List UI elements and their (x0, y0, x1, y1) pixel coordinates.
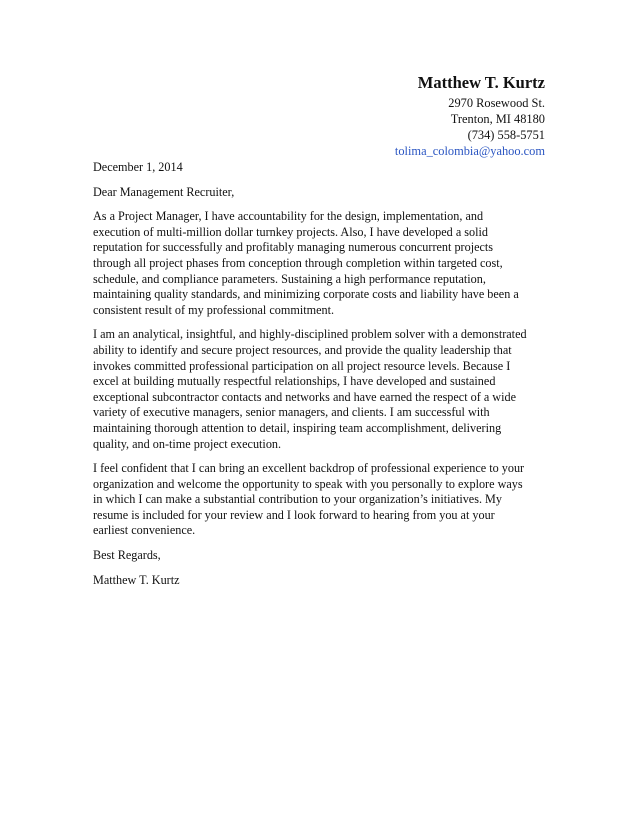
paragraph-1 (93, 209, 553, 318)
sender-city-state-zip: Trenton, MI 48180 (450, 112, 545, 126)
paragraph-line: excel at building mutually respectful relationships, I have developed and sustained (93, 374, 496, 389)
paragraph-line: schedule, and compliance parameters. Sustaining a high performance reputation, (93, 271, 486, 286)
letter-salutation: Dear Management Recruiter, (93, 184, 235, 199)
paragraph-line: reputation for successfully and profitably managing numerous concurrent projects (93, 240, 494, 255)
sender-street: 2970 Rosewood St. (448, 96, 545, 110)
paragraph-3 (93, 461, 553, 539)
paragraph-line: organization and welcome the opportunity to speak with you personally to explore ways (93, 476, 523, 491)
paragraph-line: earliest convenience. (93, 523, 196, 538)
paragraph-line: exceptional subcontractor contacts and networks and have earned the respect of a wide (93, 389, 516, 404)
paragraph-line: As a Project Manager, I have accountability for the design, implementation, and (93, 209, 484, 224)
paragraph-line: maintaining quality standards, and minimizing corporate costs and liability have been a (93, 287, 519, 302)
sender-email-link[interactable]: tolima_colombia@yahoo.com (394, 144, 545, 158)
sender-name: Matthew T. Kurtz (417, 73, 545, 92)
letter-body (93, 160, 553, 597)
paragraph-line: maintaining thorough attention to detail, inspiring team accomplishment, delivering (93, 420, 502, 435)
paragraph-line: execution of multi-million dollar turnkey projects. Also, I have developed a solid (93, 224, 488, 239)
paragraph-line: variety of executive managers, senior managers, and clients. I am successful with (93, 405, 490, 420)
paragraph-line: consistent result of my professional commitment. (93, 302, 335, 317)
paragraph-2 (93, 327, 553, 452)
paragraph-line: in which I can make a substantial contribution to your organization’s initiatives. My (93, 492, 502, 507)
paragraph-line: through all project phases from conception through completion within targeted cost, (93, 255, 503, 270)
paragraph-line: I feel confident that I can bring an excellent backdrop of professional experience to your (93, 461, 525, 476)
sender-phone: (734) 558-5751 (467, 128, 545, 142)
paragraph-line: invokes committed professional participation on all project resource levels. Because I (93, 358, 511, 373)
paragraph-line: I am an analytical, insightful, and highly-disciplined problem solver with a demonstrated (93, 327, 527, 342)
sender-header (185, 73, 545, 159)
letter-signature: Matthew T. Kurtz (93, 572, 180, 587)
paragraph-line: resume is included for your review and I look forward to hearing from you at your (93, 507, 495, 522)
paragraph-line: quality, and on-time project execution. (93, 436, 282, 451)
letter-closing: Best Regards, (93, 548, 161, 563)
letter-date: December 1, 2014 (93, 160, 183, 174)
paragraph-line: ability to identify and secure project resources, and provide the quality leadership that (93, 342, 512, 357)
